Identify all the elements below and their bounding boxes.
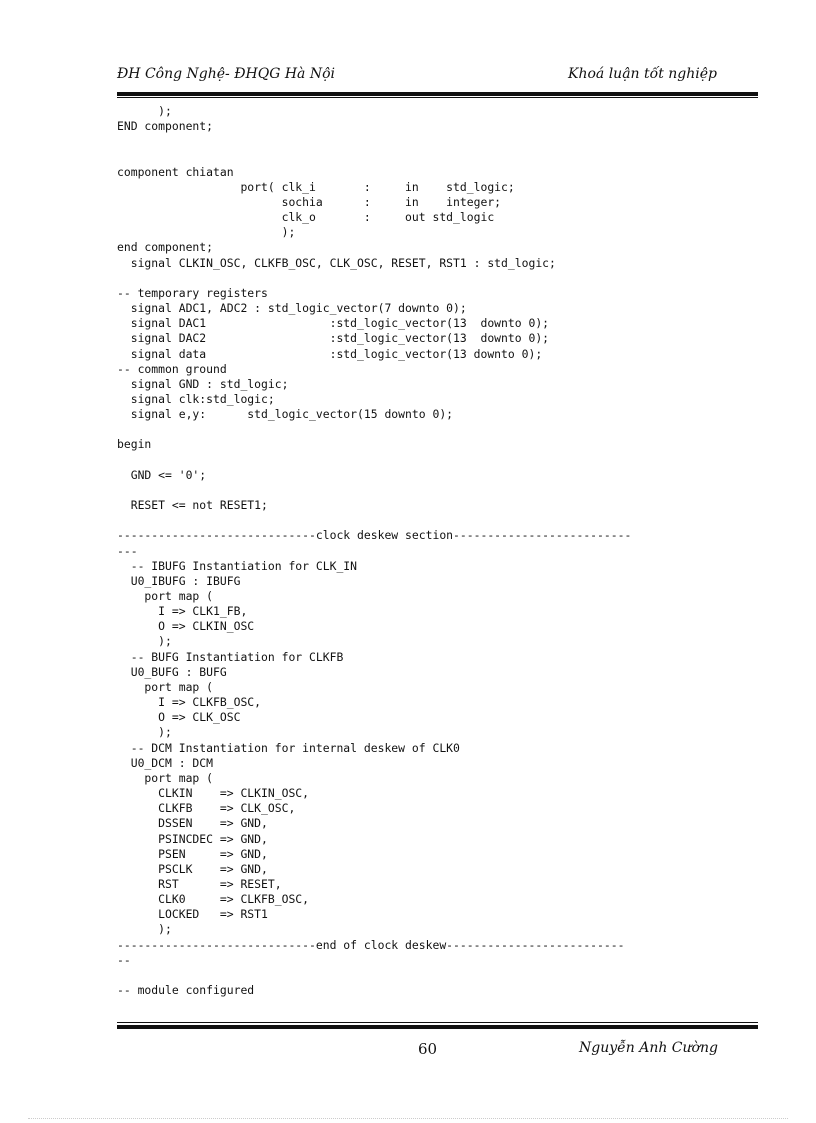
header-rule-thin — [117, 97, 758, 98]
header-thesis-title: Khoá luận tốt nghiệp — [568, 66, 717, 82]
header-institution: ĐH Công Nghệ- ĐHQG Hà Nội — [117, 66, 336, 82]
footer-author: Nguyễn Anh Cường — [579, 1040, 718, 1056]
header-rule-thick — [117, 92, 758, 96]
page-number: 60 — [418, 1040, 438, 1058]
vhdl-code-listing: ); END component; component chiatan port( clk_i : in std_logic; sochia : in integer; clk_o : out std_logic ); end component; signal CLKIN_OSC, CLKFB_OSC, CLK_OSC, RESET, RST1 : std_logic; -- temporary registers signal ADC1, ADC2 : std_logic_vector(7 downto 0); signal DAC1 :std_logic_vector(13 downto 0); signal DAC2 :std_logic_vector(13 downto 0); signal data :std_logic_vector(13 downto 0); -- common ground signal GND : std_logic; signal clk:std_logic; signal e,y: std_logic_vector(15 downto 0); begin GND <= '0'; RESET <= not RESET1; -----------------------------clock deskew section-------------------------- --- -- IBUFG Instantiation for CLK_IN U0_IBUFG : IBUFG port map ( I => CLK1_FB, O => CLKIN_OSC ); -- BUFG Instantiation for CLKFB U0_BUFG : BUFG port map ( I => CLKFB_OSC, O => CLK_OSC ); -- DCM Instantiation for internal deskew of CLK0 U0_DCM : DCM port map ( CLKIN => CLKIN_OSC, CLKFB => CLK_OSC, DSSEN => GND, PSINCDEC => GND, PSEN => GND, PSCLK => GND, RST => RESET, CLK0 => CLKFB_OSC, LOCKED => RST1 ); -----------------------------end of clock deskew-------------------------- -- -- module configured — [117, 104, 632, 998]
footer-rule-thick — [117, 1025, 758, 1029]
page-edge-divider — [28, 1118, 788, 1119]
footer-rule-thin — [117, 1022, 758, 1023]
